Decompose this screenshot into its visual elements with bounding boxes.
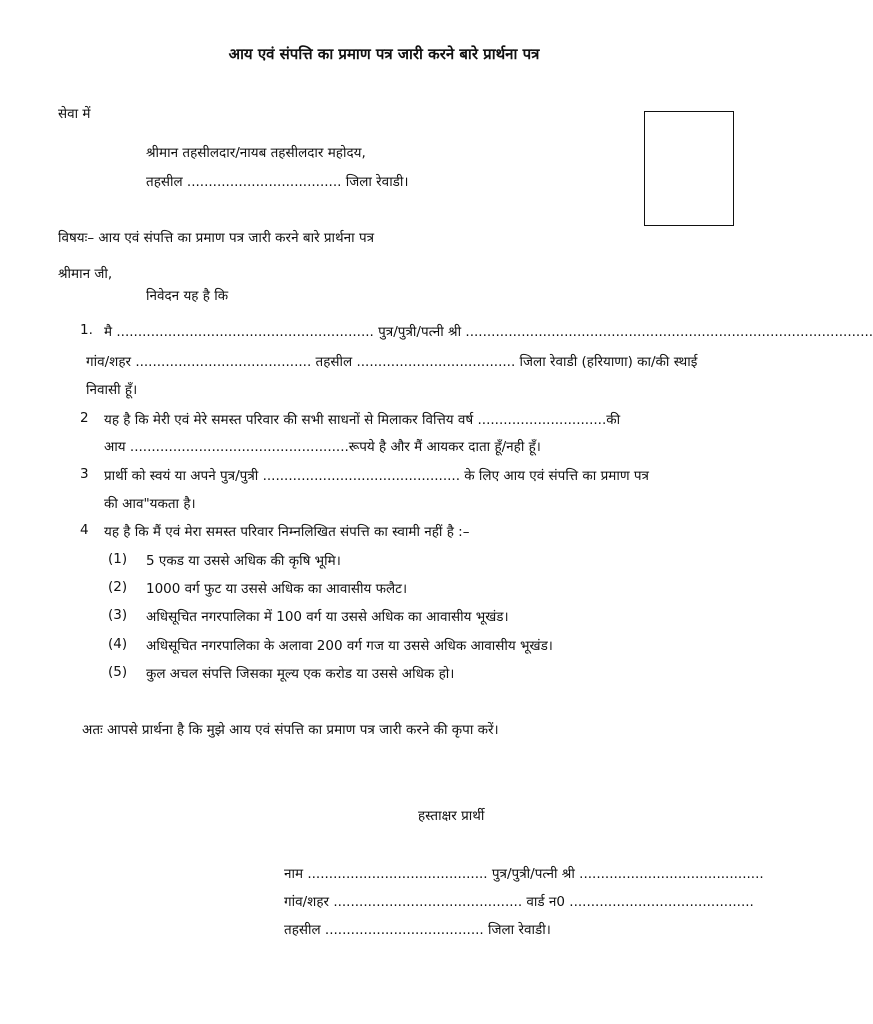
- page-title: आय एवं संपत्ति का प्रमाण पत्र जारी करने बारे प्रार्थना पत्र: [228, 45, 540, 63]
- item-number: 3: [80, 466, 89, 482]
- signature-village-line: गांव/शहर ............................................ वार्ड न0 ...........................................: [284, 894, 754, 910]
- signature-name-line: नाम .......................................... पुत्र/पुत्री/पत्नी श्री ...........................................: [284, 866, 764, 882]
- item-line: आय ...................................................रूपये है और मैं आयकर दाता हूँ/नही हूँ।: [104, 439, 541, 455]
- subitem-text: अधिसूचित नगरपालिका के अलावा 200 वर्ग गज या उससे अधिक आवासीय भूखंड।: [146, 638, 553, 654]
- item-line: निवासी हूँ।: [86, 382, 138, 398]
- subject-line: विषयः– आय एवं संपत्ति का प्रमाण पत्र जारी करने बारे प्रार्थना पत्र: [58, 230, 375, 246]
- signature-label: हस्ताक्षर प्रार्थी: [418, 808, 485, 824]
- signature-tehsil-line: तहसील ..................................... जिला रेवाडी।: [284, 922, 551, 938]
- item-line: यह है कि मैं एवं मेरा समस्त परिवार निम्नलिखित संपत्ति का स्वामी नहीं है :–: [104, 524, 470, 540]
- item-line: गांव/शहर ......................................... तहसील ..................................... जिला रेवाडी (हरियाणा) का/की स्थाई: [86, 354, 698, 370]
- salutation: श्रीमान जी,: [58, 266, 113, 282]
- item-line: की आव"यकता है।: [104, 496, 196, 512]
- request-text: अतः आपसे प्रार्थना है कि मुझे आय एवं संपत्ति का प्रमाण पत्र जारी करने की कृपा करें।: [82, 722, 499, 738]
- item-number: 4: [80, 522, 89, 538]
- subitem-text: कुल अचल संपत्ति जिसका मूल्य एक करोड या उससे अधिक हो।: [146, 666, 455, 682]
- subitem-number: (5): [108, 664, 128, 680]
- subitem-text: 5 एकड या उससे अधिक की कृषि भूमि।: [146, 553, 341, 569]
- subitem-text: अधिसूचित नगरपालिका में 100 वर्ग या उससे अधिक का आवासीय भूखंड।: [146, 609, 509, 625]
- subitem-number: (3): [108, 607, 128, 623]
- item-line: प्रार्थी को स्वयं या अपने पुत्र/पुत्री .............................................. के लिए आय एवं संपत्ति का प्रमाण पत्र: [104, 468, 650, 484]
- subitem-text: 1000 वर्ग फुट या उससे अधिक का आवासीय फलैट।: [146, 581, 408, 597]
- item-number: 1.: [80, 322, 93, 338]
- item-line: मै ............................................................ पुत्र/पुत्री/पत्नी श्री ...............................................................................................: [104, 324, 873, 340]
- intro-text: निवेदन यह है कि: [146, 288, 229, 304]
- address-line-1: श्रीमान तहसीलदार/नायब तहसीलदार महोदय,: [146, 145, 366, 161]
- item-number: 2: [80, 410, 89, 426]
- subitem-number: (4): [108, 636, 128, 652]
- photo-box: [644, 111, 734, 226]
- address-to: सेवा में: [58, 106, 91, 122]
- subitem-number: (2): [108, 579, 128, 595]
- subitem-number: (1): [108, 551, 128, 567]
- address-line-2: तहसील .................................... जिला रेवाडी।: [146, 174, 409, 190]
- item-line: यह है कि मेरी एवं मेरे समस्त परिवार की सभी साधनों से मिलाकर वित्तिय वर्ष ..............................की: [104, 412, 621, 428]
